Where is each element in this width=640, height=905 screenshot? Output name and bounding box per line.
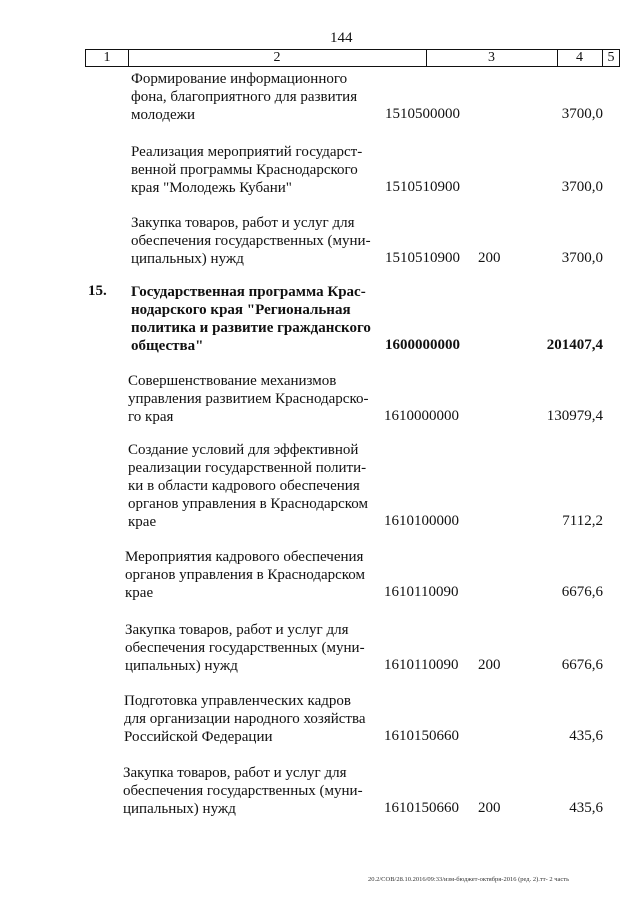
header-col-4: 4	[557, 50, 603, 66]
table-header	[85, 49, 620, 67]
header-col-1: 1	[86, 50, 129, 66]
row-name-line: общества"	[131, 338, 204, 354]
target-code: 1600000000	[385, 337, 460, 353]
amount: 435,6	[569, 728, 603, 744]
target-code: 1610100000	[384, 513, 459, 529]
row-name-line: органов управления в Краснодарском	[128, 496, 369, 512]
target-code: 1610110090	[384, 657, 459, 673]
row-name-line: крае	[128, 514, 157, 530]
row-name-line: молодежи	[131, 107, 196, 123]
target-code: 1510510900	[385, 179, 460, 195]
row-name-line: ципальных) нужд	[123, 801, 236, 817]
amount: 201407,4	[546, 337, 603, 353]
row-name-line: Закупка товаров, работ и услуг для	[131, 215, 355, 231]
row-name-line: ципальных) нужд	[131, 251, 244, 267]
target-code: 1610150660	[384, 728, 459, 744]
target-code: 1610150660	[384, 800, 459, 816]
row-name-line: органов управления в Краснодарском	[125, 567, 366, 583]
row-name-line: ципальных) нужд	[125, 658, 238, 674]
row-name-line: Мероприятия кадрового обеспечения	[125, 549, 364, 565]
page-number: 144	[330, 30, 353, 46]
amount: 3700,0	[561, 250, 603, 266]
amount: 7112,2	[562, 513, 603, 529]
target-code: 1510500000	[385, 106, 460, 122]
row-number: 15.	[88, 283, 107, 299]
header-col-2: 2	[128, 50, 427, 66]
header-col-3: 3	[426, 50, 558, 66]
target-code: 1610000000	[384, 408, 459, 424]
row-name-line: Совершенствование механизмов	[128, 373, 337, 389]
row-name-line: Создание условий для эффективной	[128, 442, 359, 458]
document-footer: 20.2/СОВ/28.10.2016/09:33/изм-бюджет-октября-2016 (ред. 2).тт- 2 часть	[368, 876, 570, 883]
row-name-line: Подготовка управленческих кадров	[124, 693, 351, 709]
expense-type-code: 200	[478, 657, 501, 673]
row-name-line: Закупка товаров, работ и услуг для	[123, 765, 347, 781]
row-name-line: обеспечения государственных (муни-	[131, 233, 371, 249]
header-col-5: 5	[607, 50, 615, 65]
row-name-line: фона, благоприятного для развития	[131, 89, 358, 105]
amount: 435,6	[569, 800, 603, 816]
row-name-line: Закупка товаров, работ и услуг для	[125, 622, 349, 638]
row-name-line: Государственная программа Крас-	[131, 284, 366, 300]
row-name-line: обеспечения государственных (муни-	[125, 640, 365, 656]
expense-type-code: 200	[478, 800, 501, 816]
row-name-line: политика и развитие гражданского	[131, 320, 371, 336]
amount: 3700,0	[561, 179, 603, 195]
row-name-line: ки в области кадрового обеспечения	[128, 478, 360, 494]
row-name-line: го края	[128, 409, 174, 425]
row-name-line: реализации государственной полити-	[128, 460, 367, 476]
row-name-line: Формирование информационного	[131, 71, 348, 87]
target-code: 1610110090	[384, 584, 459, 600]
amount: 3700,0	[561, 106, 603, 122]
row-name-line: венной программы Краснодарского	[131, 162, 358, 178]
row-name-line: обеспечения государственных (муни-	[123, 783, 363, 799]
target-code: 1510510900	[385, 250, 460, 266]
row-name-line: Российской Федерации	[124, 729, 273, 745]
amount: 6676,6	[561, 657, 603, 673]
row-name-line: края "Молодежь Кубани"	[131, 180, 292, 196]
row-name-line: нодарского края "Региональная	[131, 302, 351, 318]
row-name-line: Реализация мероприятий государст-	[131, 144, 363, 160]
expense-type-code: 200	[478, 250, 501, 266]
row-name-line: для организации народного хозяйства	[124, 711, 366, 727]
amount: 130979,4	[546, 408, 603, 424]
amount: 6676,6	[561, 584, 603, 600]
row-name-line: крае	[125, 585, 154, 601]
row-name-line: управления развитием Краснодарско-	[128, 391, 369, 407]
